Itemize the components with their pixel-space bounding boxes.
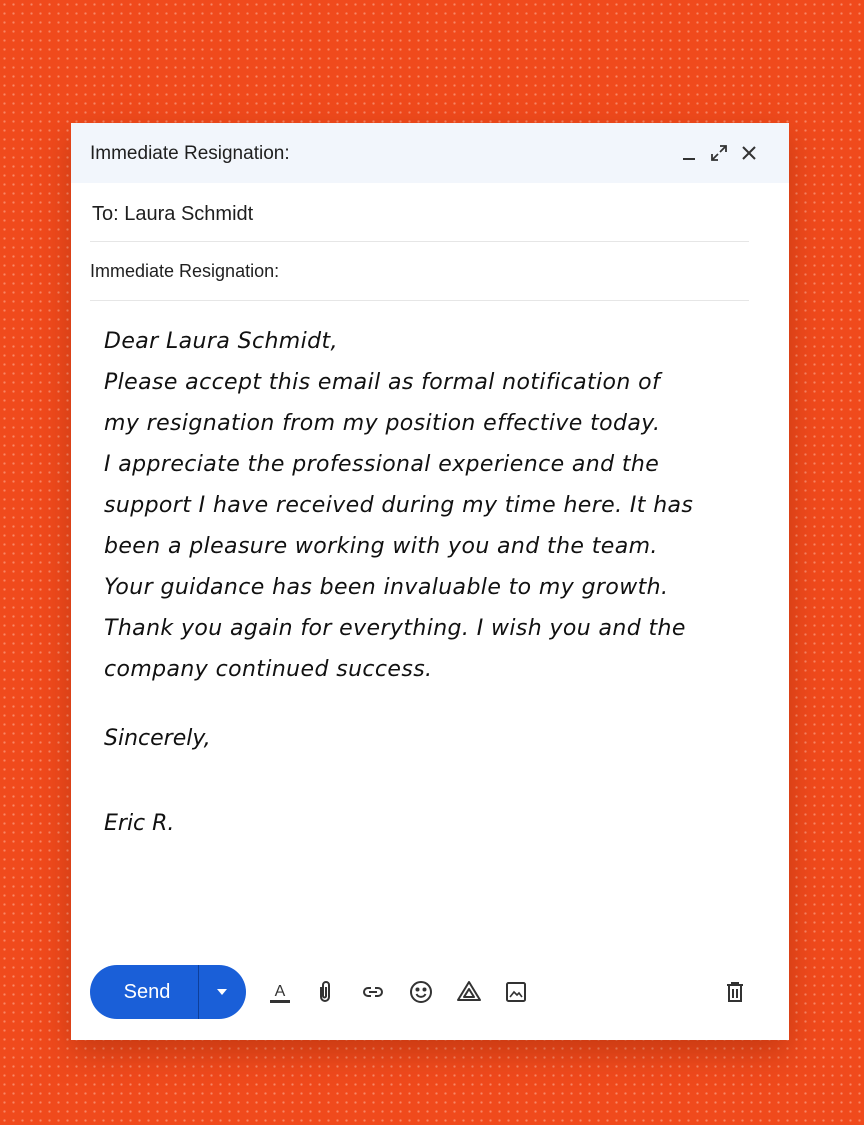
body-line: support I have received during my time here. It has [104, 493, 694, 518]
minimize-icon[interactable] [679, 141, 699, 165]
body-line: Thank you again for everything. I wish you and the [104, 616, 686, 641]
compose-toolbar [90, 965, 770, 1021]
window-controls [679, 141, 759, 165]
close-icon[interactable] [739, 141, 759, 165]
emoji-icon[interactable] [408, 979, 434, 1005]
compose-title: Immediate Resignation: [90, 143, 290, 164]
body-line: I appreciate the professional experience and the [104, 452, 660, 477]
attach-icon[interactable] [312, 979, 338, 1005]
svg-text:A: A [274, 983, 286, 1000]
link-icon[interactable] [360, 979, 386, 1005]
subject-field[interactable] [90, 241, 749, 301]
body-line: Your guidance has been invaluable to my growth. [104, 575, 669, 600]
recipients-field[interactable] [90, 183, 749, 242]
formatting-icon[interactable] [267, 979, 293, 1005]
send-button-group [90, 965, 246, 1019]
body-line: Please accept this email as formal notification of [104, 370, 661, 395]
expand-icon[interactable] [709, 141, 729, 165]
body-line: my resignation from my position effective today. [104, 411, 661, 436]
recipients-text: To: Laura Schmidt [92, 203, 254, 225]
body-line: company continued success. [104, 657, 433, 682]
send-button[interactable]: Send [123, 980, 171, 1003]
photo-icon[interactable] [503, 979, 529, 1005]
signature-text: Eric R. [104, 811, 175, 836]
send-options-icon[interactable] [199, 965, 245, 1019]
compose-window [71, 123, 789, 1040]
body-line: Dear Laura Schmidt, [104, 329, 338, 354]
body-line: been a pleasure working with you and the team. [104, 534, 658, 559]
drive-icon[interactable] [456, 979, 482, 1005]
message-body[interactable] [104, 321, 764, 690]
subject-text: Immediate Resignation: [90, 261, 280, 281]
closing-text: Sincerely, [104, 726, 211, 751]
trash-icon[interactable] [722, 979, 748, 1005]
compose-header [71, 123, 789, 183]
